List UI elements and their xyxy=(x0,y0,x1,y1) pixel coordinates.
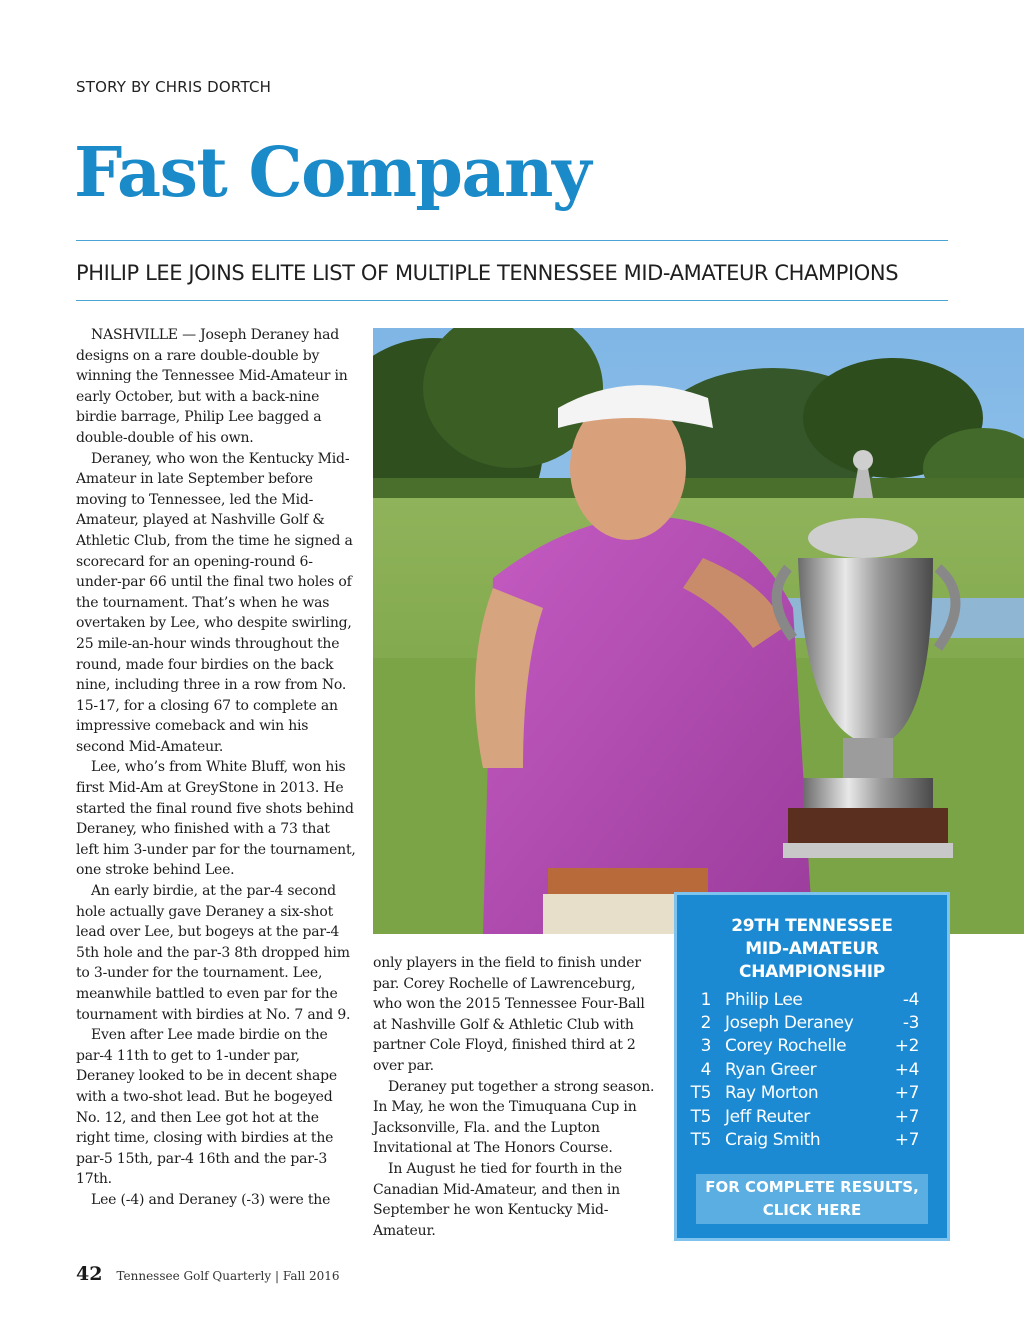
paragraph: NASHVILLE — Joseph Deraney had designs on a rare double-double by winning the Tennessee Mid-Amateur in early October, but with a back-nine birdie barrage, Philip Lee bagged a double-double of his own. xyxy=(76,327,348,446)
results-box xyxy=(674,892,950,1241)
result-position: 3 xyxy=(700,1036,711,1057)
article-title: Fast Company xyxy=(74,133,590,213)
paragraph: Lee, who’s from White Bluff, won his first Mid-Am at GreyStone in 2013. He started the final round five shots behind Deraney, who finished with a 73 that left him 3-under par for the tournament, one stroke behind Lee. xyxy=(76,759,356,879)
paragraph: Even after Lee made birdie on the par-4 11th to get to 1-under par, Deraney looked to be in decent shape with a two-shot lead. But he bogeyed No. 12, and then Lee got hot at the right time, closing with birdies at the par-5 15th, par-4 16th and the par-3 17th. xyxy=(76,1027,337,1188)
result-position: T5 xyxy=(690,1106,711,1127)
results-row xyxy=(677,1058,947,1081)
result-score: +7 xyxy=(894,1106,919,1127)
paragraph: An early birdie, at the par-4 second hole actually gave Deraney a six-shot lead over Lee, but bogeys at the par-4 5th hole and the par-3 8th dropped him to 3-under for the tournament. Lee, meanwhile battled to even par for the tournament with birdies at No. 7 and 9. xyxy=(76,883,351,1023)
result-position: T5 xyxy=(690,1130,711,1151)
result-name: Ray Morton xyxy=(725,1083,819,1104)
results-row xyxy=(677,1035,947,1058)
result-score: -3 xyxy=(902,1013,919,1034)
result-score: -4 xyxy=(902,989,919,1010)
page-footer xyxy=(76,1263,340,1287)
paragraph: Lee (-4) and Deraney (-3) were the xyxy=(91,1191,331,1208)
result-position: 2 xyxy=(700,1013,711,1034)
result-name: Corey Rochelle xyxy=(725,1036,847,1057)
byline: STORY BY CHRIS DORTCH xyxy=(76,78,272,96)
results-title-line: 29TH TENNESSEE xyxy=(731,916,893,936)
result-name: Craig Smith xyxy=(725,1130,821,1151)
paragraph: only players in the field to finish under par. Corey Rochelle of Lawrenceburg, who won the 2015 Tennessee Four-Ball at Nashville Golf & Athletic Club with partner Cole Floyd, finished third at 2 over par. xyxy=(373,955,645,1074)
result-name: Jeff Reuter xyxy=(725,1106,810,1127)
result-name: Philip Lee xyxy=(725,989,803,1010)
paragraph: In August he tied for fourth in the Canadian Mid-Amateur, and then in September he won Kentucky Mid-Amateur. xyxy=(373,1160,622,1239)
article-column-1 xyxy=(76,325,356,1211)
results-row xyxy=(677,1105,947,1128)
result-position: 4 xyxy=(700,1059,711,1080)
results-title xyxy=(677,915,947,984)
result-score: +2 xyxy=(894,1036,919,1057)
result-name: Ryan Greer xyxy=(725,1059,817,1080)
result-score: +4 xyxy=(894,1059,919,1080)
result-score: +7 xyxy=(894,1130,919,1151)
results-row xyxy=(677,1011,947,1034)
results-row xyxy=(677,988,947,1011)
article-column-2 xyxy=(373,953,659,1241)
result-position: T5 xyxy=(690,1083,711,1104)
results-list xyxy=(677,988,947,1152)
results-row xyxy=(677,1128,947,1151)
cta-line: FOR COMPLETE RESULTS, xyxy=(705,1177,919,1196)
page-number: 42 xyxy=(76,1263,103,1285)
bottom-rule xyxy=(76,300,948,301)
champion-photo xyxy=(373,328,1024,934)
results-title-line: CHAMPIONSHIP xyxy=(739,962,885,982)
complete-results-button[interactable] xyxy=(696,1174,928,1224)
result-name: Joseph Deraney xyxy=(725,1013,854,1034)
publication-info: Tennessee Golf Quarterly | Fall 2016 xyxy=(116,1269,340,1283)
cta-line: CLICK HERE xyxy=(762,1200,862,1219)
article-deck: PHILIP LEE JOINS ELITE LIST OF MULTIPLE TENNESSEE MID-AMATEUR CHAMPIONS xyxy=(76,261,899,285)
paragraph: Deraney put together a strong season. In May, he won the Timuquana Cup in Jacksonville, Fla. and the Lupton Invitational at The Honors Course. xyxy=(373,1078,655,1157)
result-position: 1 xyxy=(700,989,711,1010)
top-rule xyxy=(76,240,948,241)
results-title-line: MID-AMATEUR xyxy=(745,939,879,959)
result-score: +7 xyxy=(894,1083,919,1104)
results-row xyxy=(677,1082,947,1105)
paragraph: Deraney, who won the Kentucky Mid-Amateur in late September before moving to Tennessee, led the Mid-Amateur, played at Nashville Golf & Athletic Club, from the time he signed a scorecard for an opening-round 6-under-par 66 until the final two holes of the tournament. That’s when he was overtaken by Lee, who despite swirling, 25 mile-an-hour winds throughout the round, made four birdies on the back nine, including three in a row from No. 15-17, for a closing 67 to complete an impressive comeback and win his second Mid-Amateur. xyxy=(76,450,353,755)
